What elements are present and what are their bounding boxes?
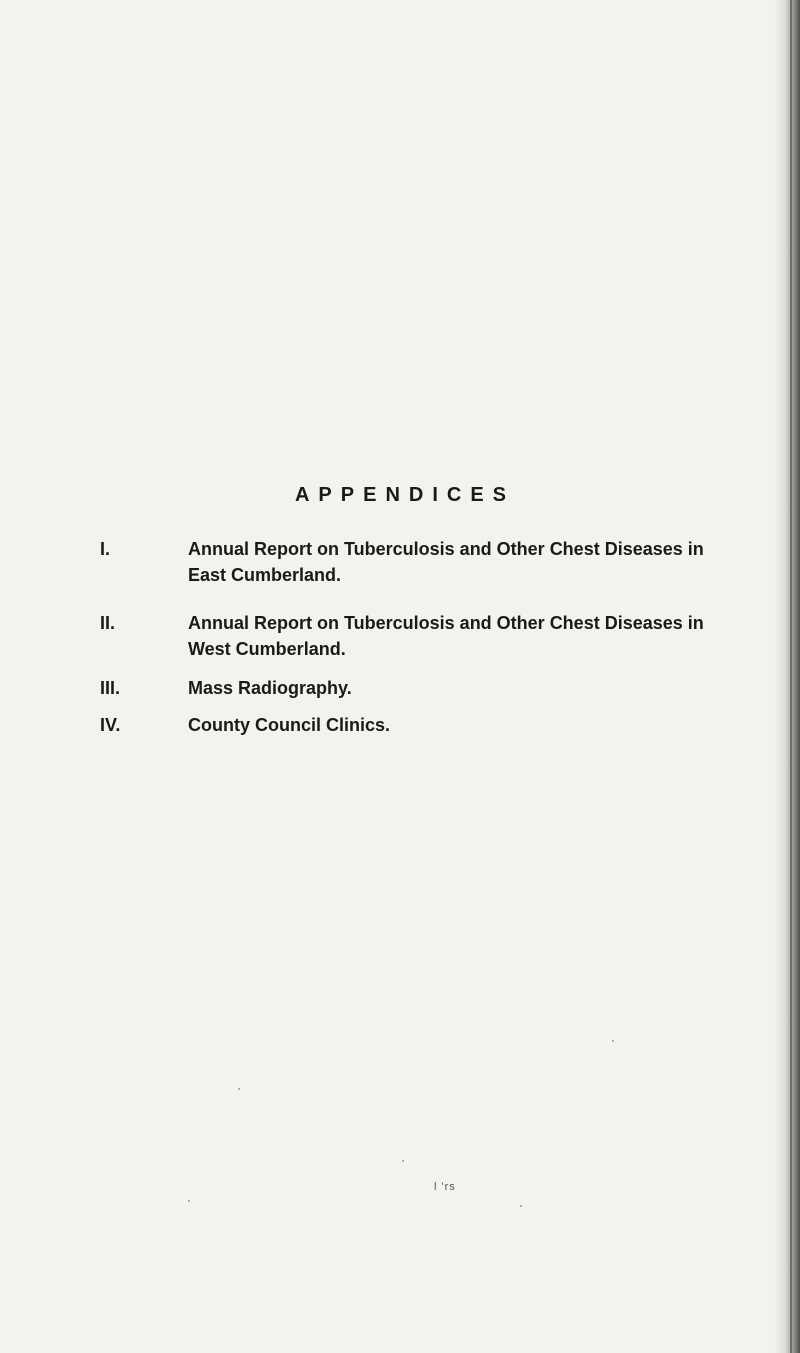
appendix-numeral: II. — [100, 613, 116, 633]
appendix-numeral: IV. — [100, 715, 121, 735]
footer-mark: l 'rs — [434, 1181, 456, 1193]
appendix-title: County Council Clinics. — [188, 715, 391, 735]
paper-speck — [520, 1205, 522, 1207]
paper-speck — [612, 1040, 614, 1042]
appendix-title: Mass Radiography. — [188, 678, 352, 698]
paper-speck — [402, 1160, 404, 1162]
appendix-title: Annual Report on Tuberculosis and Other Chest Diseases in East Cumberland. — [188, 539, 704, 585]
binding-edge — [790, 0, 792, 1353]
appendix-numeral: I. — [100, 539, 111, 559]
appendix-title: Annual Report on Tuberculosis and Other Chest Diseases in West Cumberland. — [188, 613, 704, 659]
paper-speck — [238, 1088, 240, 1090]
appendix-numeral: III. — [100, 678, 121, 698]
page-heading: APPENDICES — [294, 484, 516, 506]
paper-speck — [188, 1200, 190, 1202]
